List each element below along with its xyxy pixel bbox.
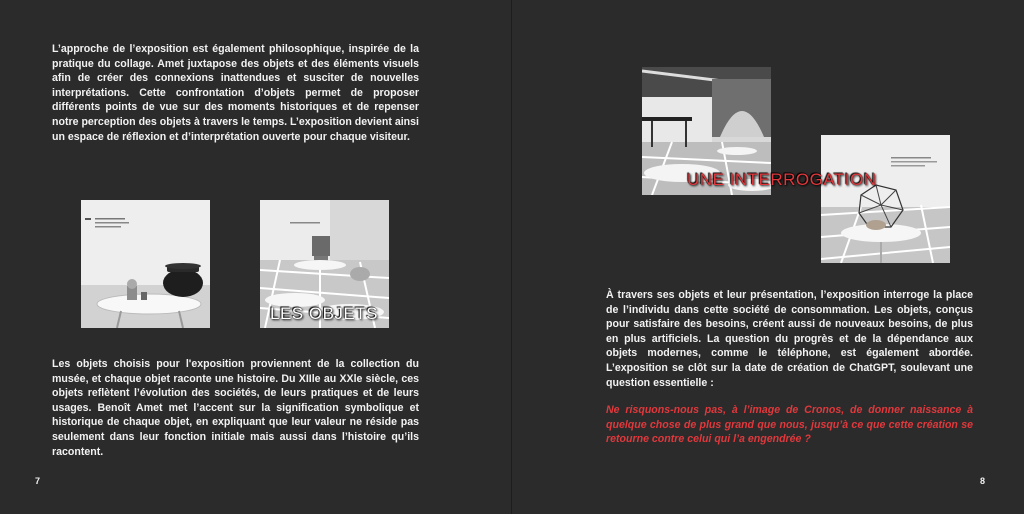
left-page [0,0,511,514]
exhibit-photo-pot [81,200,210,328]
section-heading-objets: LES OBJETS [270,304,378,323]
intro-paragraph: L’approche de l’exposition est également philosophique, inspirée de la pratique du collage. Amet juxtapose des objets et des éléments visuels afin de créer des connexions inattendues et susciter de nouvelles interprétations. Cette confrontation d’objets permet de proposer différents points de vue sur des moments historiques et de repenser notre perception des objets à travers le temps. L’exposition devient ainsi un espace de réflexion et d’interprétation ouverte pour chaque visiteur. [52,43,419,143]
objects-paragraph: Les objets choisis pour l'exposition proviennent de la collection du musée, et chaque objet raconte une histoire. Du XIIle au XXle siècle, ces objets reflètent l’évolution des sociétés, de leurs pratiques et de leurs usages. Benoît Amet met l’accent sur la signification symbolique et historique de chaque objet, en expliquant que leur valeur ne réside pas seulement dans leur fonction initiale mais aussi dans l’histoire qu’ils racontent. [52,358,419,458]
consumption-paragraph: À travers ses objets et leur présentation, l’exposition interroge la place de l’individu dans cette société de consommation. Les objets, conçus pour satisfaire des besoins, créent aussi de nouveaux besoins, de plus en plus artificiels. La question du progrès et de la dépendance aux objets modernes, comme le téléphone, est également abordée. L’exposition se clôt sur la date de création de ChatGPT, soulevant une question essentielle : [606,289,973,389]
right-page [512,0,1024,514]
cronos-quote: Ne risquons-nous pas, à l’image de Cronos, de donner naissance à quelque chose de plus grand que nous, jusqu’à ce que cette création se retourne contre celui qui l’a engendrée ? [606,404,973,446]
exhibit-photo-wire-chair [821,135,950,263]
page-number-left: 7 [35,476,41,486]
page-number-right: 8 [980,476,986,486]
section-heading-interrogation: UNE INTERROGATION [687,170,877,189]
